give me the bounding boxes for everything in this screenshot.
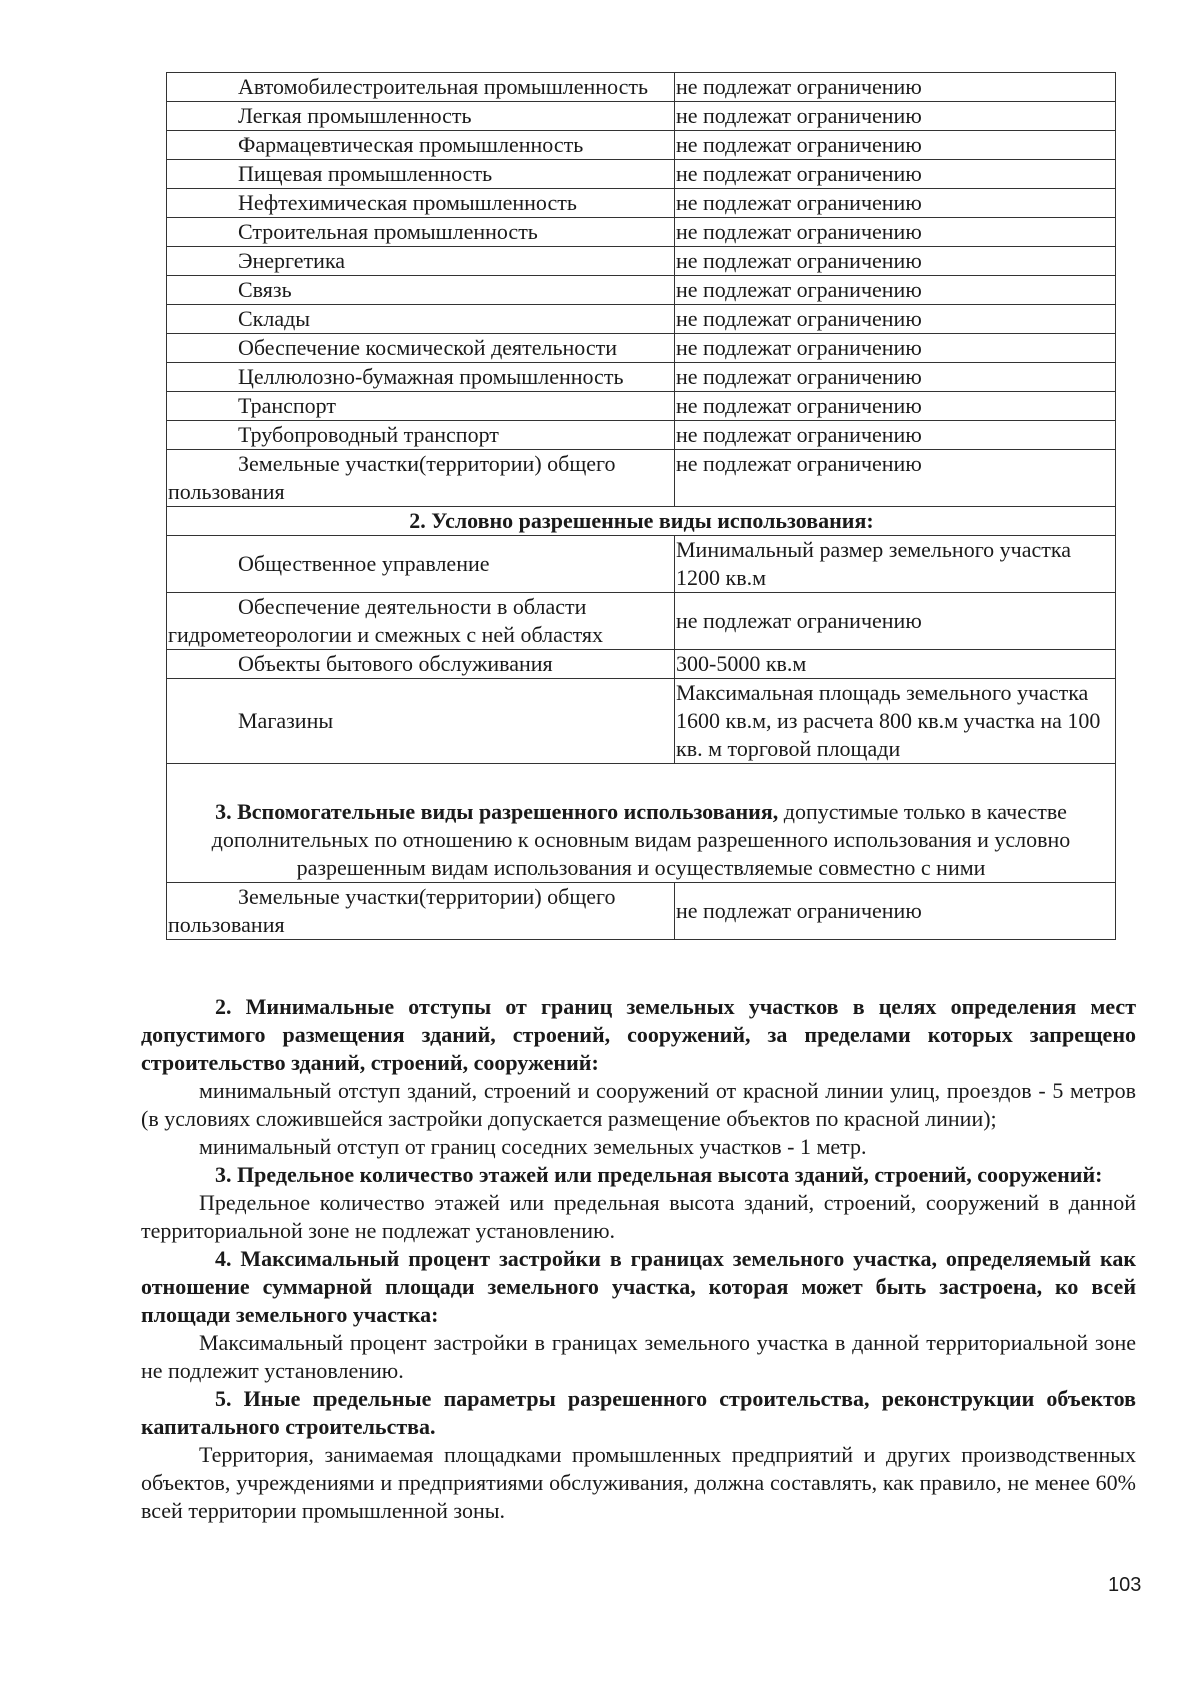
use-type-name: Объекты бытового обслуживания: [238, 651, 553, 676]
use-type-cell: [167, 189, 675, 218]
section-4-heading: 4. Максимальный процент застройки в границах земельного участка, определяемый как отношение суммарной площади земельного участка, которая может быть застроена, ко всей площади земельного участка:: [141, 1246, 1136, 1327]
restriction-cell: Максимальная площадь земельного участка 1600 кв.м, из расчета 800 кв.м участка на 100 кв. м торговой площади: [675, 679, 1116, 764]
parameters-text: [141, 993, 1136, 1525]
restriction-cell: 300-5000 кв.м: [675, 650, 1116, 679]
section-2-paragraph-1: минимальный отступ зданий, строений и сооружений от красной линии улиц, проездов - 5 метров (в условиях сложившейся застройки допускается размещение объектов по красной линии);: [141, 1078, 1136, 1131]
use-type-cell: [167, 392, 675, 421]
table-row: [167, 102, 1116, 131]
use-type-name: Общественное управление: [238, 551, 490, 576]
restriction-cell: Минимальный размер земельного участка 1200 кв.м: [675, 536, 1116, 593]
table-row: [167, 247, 1116, 276]
restriction-cell: не подлежат ограничению: [675, 189, 1116, 218]
section-5-heading: 5. Иные предельные параметры разрешенного строительства, реконструкции объектов капитального строительства.: [141, 1386, 1136, 1439]
aux-heading-rest: допустимые только в качестве дополнительных по отношению к основным видам разрешенного использования и условно разрешенным видам использования и осуществляемые совместно с ними: [211, 799, 1071, 880]
table-row: [167, 218, 1116, 247]
table-row: [167, 450, 1116, 507]
use-type-name: Легкая промышленность: [238, 103, 472, 128]
use-type-cell: [167, 421, 675, 450]
table-row: [167, 363, 1116, 392]
table-row: [167, 334, 1116, 363]
use-type-cell: [167, 305, 675, 334]
restriction-cell: не подлежат ограничению: [675, 160, 1116, 189]
use-type-cell: [167, 247, 675, 276]
restriction-cell: не подлежат ограничению: [675, 421, 1116, 450]
restriction-cell: не подлежат ограничению: [675, 450, 1116, 507]
restriction-cell: не подлежат ограничению: [675, 73, 1116, 102]
use-type-cell: [167, 536, 675, 593]
use-type-name: Строительная промышленность: [238, 219, 538, 244]
use-type-name: Магазины: [238, 708, 334, 733]
use-type-cell: [167, 131, 675, 160]
use-type-name: Целлюлозно-бумажная промышленность: [238, 364, 624, 389]
use-type-cell: [167, 160, 675, 189]
restriction-cell: не подлежат ограничению: [675, 334, 1116, 363]
table-row: [167, 305, 1116, 334]
use-type-name: Земельные участки(территории) общего пользования: [168, 884, 616, 937]
table-row: [167, 421, 1116, 450]
table-row: [167, 679, 1116, 764]
conditional-heading-row: [167, 507, 1116, 536]
page-number: 103: [1108, 1574, 1142, 1596]
restriction-cell: не подлежат ограничению: [675, 102, 1116, 131]
table-row: [167, 883, 1116, 940]
restriction-cell: не подлежат ограничению: [675, 593, 1116, 650]
aux-heading-bold: 3. Вспомогательные виды разрешенного использования,: [215, 799, 779, 824]
use-type-name: Фармацевтическая промышленность: [238, 132, 584, 157]
section-4-paragraph: Максимальный процент застройки в границах земельного участка в данной территориальной зоне не подлежит установлению.: [141, 1330, 1136, 1383]
table-row: [167, 392, 1116, 421]
section-5-paragraph: Территория, занимаемая площадками промышленных предприятий и других производственных объектов, учреждениями и предприятиями обслуживания, должна составлять, как правило, не менее 60% всей территории промышленной зоны.: [141, 1442, 1136, 1523]
aux-heading-row: [167, 764, 1116, 883]
table-row: [167, 650, 1116, 679]
use-type-cell: [167, 276, 675, 305]
restriction-cell: не подлежат ограничению: [675, 218, 1116, 247]
use-type-name: Трубопроводный транспорт: [238, 422, 499, 447]
section-2-heading: 2. Минимальные отступы от границ земельных участков в целях определения мест допустимого размещения зданий, строений, сооружений, за пределами которых запрещено строительство зданий, строений, сооружений:: [141, 994, 1136, 1075]
section-2-paragraph-2: минимальный отступ от границ соседних земельных участков - 1 метр.: [199, 1134, 867, 1159]
aux-heading: [167, 764, 1116, 883]
table-row: [167, 536, 1116, 593]
use-type-cell: [167, 218, 675, 247]
use-type-cell: [167, 679, 675, 764]
table-row: [167, 593, 1116, 650]
use-type-name: Энергетика: [238, 248, 346, 273]
land-use-table: [166, 72, 1116, 940]
restriction-cell: не подлежат ограничению: [675, 305, 1116, 334]
use-type-name: Склады: [238, 306, 311, 331]
table-row: [167, 276, 1116, 305]
restriction-cell: не подлежат ограничению: [675, 131, 1116, 160]
use-type-cell: [167, 73, 675, 102]
use-type-name: Нефтехимическая промышленность: [238, 190, 577, 215]
use-type-cell: [167, 650, 675, 679]
restriction-cell: не подлежат ограничению: [675, 363, 1116, 392]
table-row: [167, 131, 1116, 160]
restriction-cell: не подлежат ограничению: [675, 883, 1116, 940]
use-type-name: Обеспечение космической деятельности: [238, 335, 618, 360]
section-3-heading: 3. Предельное количество этажей или предельная высота зданий, строений, сооружений:: [215, 1162, 1103, 1187]
use-type-name: Транспорт: [238, 393, 337, 418]
table-row: [167, 160, 1116, 189]
restriction-cell: не подлежат ограничению: [675, 276, 1116, 305]
section-3-paragraph: Предельное количество этажей или предельная высота зданий, строений, сооружений в данной территориальной зоне не подлежат установлению.: [141, 1190, 1136, 1243]
use-type-cell: [167, 102, 675, 131]
use-type-cell: [167, 450, 675, 507]
use-type-cell: [167, 334, 675, 363]
use-type-name: Связь: [238, 277, 292, 302]
use-type-cell: [167, 593, 675, 650]
table-row: [167, 73, 1116, 102]
use-type-name: Земельные участки(территории) общего пользования: [168, 451, 616, 504]
conditional-heading: 2. Условно разрешенные виды использования:: [167, 507, 1116, 536]
table-row: [167, 189, 1116, 218]
use-type-name: Пищевая промышленность: [238, 161, 493, 186]
use-type-cell: [167, 883, 675, 940]
use-type-name: Автомобилестроительная промышленность: [238, 74, 649, 99]
restriction-cell: не подлежат ограничению: [675, 392, 1116, 421]
restriction-cell: не подлежат ограничению: [675, 247, 1116, 276]
use-type-cell: [167, 363, 675, 392]
use-type-name: Обеспечение деятельности в области гидрометеорологии и смежных с ней областях: [168, 594, 604, 647]
